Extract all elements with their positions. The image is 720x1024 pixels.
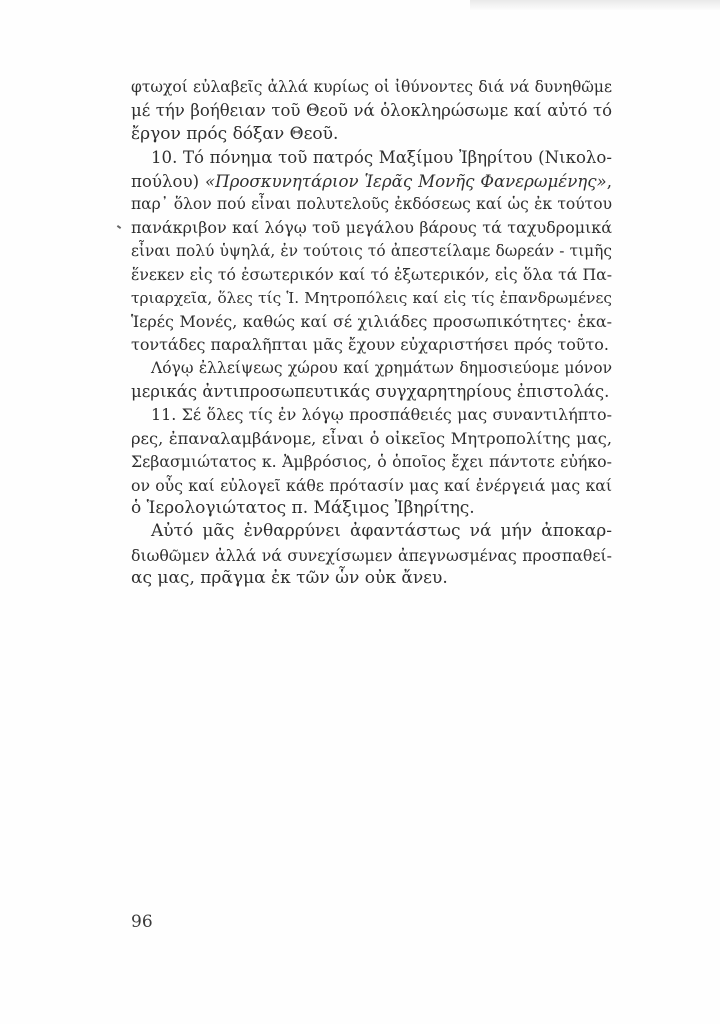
text-line: ἕνεκεν εἰς τό ἐσωτερικόν καί τό ἐξωτερικόν, εἰς ὅλα τά Πα- — [131, 265, 612, 285]
text-segment: , — [606, 171, 612, 191]
scan-speck — [117, 225, 121, 229]
text-line: Ἱερές Μονές, καθώς καί σέ χιλιάδες προσωπικότητες· ἑκα- — [131, 311, 612, 331]
text-segment: πούλου) — [131, 171, 206, 191]
text-line: εἶναι πολύ ὑψηλά, ἐν τούτοις τό ἀπεστείλαμε δωρεάν - τιμῆς — [131, 241, 612, 260]
book-title-italic: «Προσκυνητάριον Ἱερᾶς Μονῆς Φανερωμένης» — [205, 171, 607, 191]
text-line: ἔργον πρός δόξαν Θεοῦ. — [131, 123, 339, 144]
text-line: 10. Τό πόνημα τοῦ πατρός Μαξίμου Ἰβηρίτου (Νικολο- — [151, 148, 612, 168]
text-line: πανάκριβον καί λόγῳ τοῦ μεγάλου βάρους τά ταχυδρομικά — [131, 218, 612, 238]
text-line: 11. Σέ ὅλες τίς ἐν λόγῳ προσπάθειές μας συναντιλήπτο- — [151, 405, 612, 425]
text-line: μέ τήν βοήθειαν τοῦ Θεοῦ νά ὁλοκληρώσωμε καί αὐτό τό — [131, 101, 612, 121]
body-text — [131, 76, 612, 591]
text-line: Αὐτό μᾶς ἐνθαρρύνει ἀφαντάστως νά μήν ἀποκαρ- — [151, 521, 612, 542]
text-line: ον οὖς καί εὐλογεῖ κάθε πρότασίν μας καί ἐνέργειά μας καί — [131, 475, 612, 495]
text-line: Λόγῳ ἐλλείψεως χώρου καί χρημάτων δημοσιεύομε μόνον — [151, 358, 612, 377]
text-line: φτωχοί εὐλαβεῖς ἀλλά κυρίως οἱ ἰθύνοντες διά νά δυνηθῶμε — [131, 78, 612, 96]
text-line-with-title — [131, 170, 612, 193]
text-line: τοντάδες παραλῆπται μᾶς ἔχουν εὐχαριστήσει πρός τοῦτο. — [131, 335, 609, 355]
text-line: ὁ Ἱερολογιώτατος π. Μάξιμος Ἰβηρίτης. — [131, 498, 475, 519]
text-line: ας μας, πρᾶγμα ἐκ τῶν ὧν οὐκ ἄνευ. — [131, 568, 448, 589]
text-line: ρες, ἐπαναλαμβάνομε, εἶναι ὁ οἰκεῖος Μητροπολίτης μας, — [131, 428, 612, 448]
text-line: τριαρχεῖα, ὅλες τίς Ἱ. Μητροπόλεις καί εἰς τίς ἐπανδρωμένες — [131, 288, 612, 307]
scan-shadow — [470, 0, 720, 10]
text-line: μερικάς ἀντιπροσωπευτικάς συγχαρητηρίους ἐπιστολάς. — [131, 382, 610, 402]
text-line: διωθῶμεν ἀλλά νά συνεχίσωμεν ἀπεγνωσμένας προσπαθεί- — [131, 545, 612, 565]
text-line: Σεβασμιώτατος κ. Ἀμβρόσιος, ὁ ὁποῖος ἔχει πάντοτε εὐήκο- — [131, 452, 612, 472]
page-number: 96 — [131, 912, 153, 932]
text-line: παρ᾽ ὅλον πού εἶναι πολυτελοῦς ἐκδόσεως καί ὡς ἐκ τούτου — [131, 194, 612, 213]
